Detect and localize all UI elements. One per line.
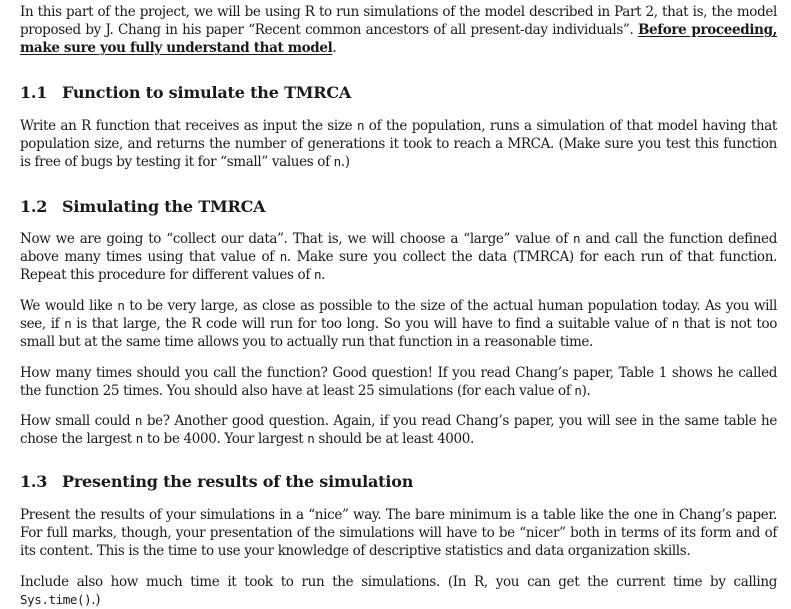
section-number: 1.3 [20,472,48,491]
text-run: .) [91,592,101,608]
section-number: 1.2 [20,197,48,216]
code-var: n [135,431,143,446]
paragraph-1-3-a: Present the results of your simulations in a “nice” way. The bare minimum is a table like the one in Chang’s paper. For full marks, though, your presentation of the simulations will have to be “nicer” both in terms of its form and of its content. This is the time to use your knowledge of descriptive statistics and data organization skills. [20,507,777,559]
intro-text: In this part of the project, we will be using R to run simulations of the model described in Part 2, that is, the model proposed by J. Chang in his paper “Recent common ancestors of all present-day individuals”. [20,4,777,38]
section-title: Simulating the TMRCA [62,197,266,216]
intro-emphasis: Before proceeding, make sure you fully understand that model [20,22,778,56]
code-var: n [307,431,315,446]
code-var: n [117,298,125,313]
text-run: should be at least 4000. [314,431,474,447]
text-run: . Make sure you collect the data (TMRCA) for each run of that function. Repeat this procedure for different values of [20,249,777,283]
section-number: 1.1 [20,83,48,102]
code-var: n [134,413,143,428]
section-title: Function to simulate the TMRCA [62,83,352,102]
text-run: .) [340,154,350,170]
section-heading-1-2 [20,197,265,217]
text-run: Write an R function that receives as input the size [20,118,357,134]
text-run: Include also how much time it took to run the simulations. (In R, you can get the current time by calling [20,574,777,590]
text-run: How many times should you call the function? Good question! If you read Chang’s paper, Table 1 shows he called the function 25 times. You should also have at least 25 simulations (for each value of [20,365,777,399]
text-run: and call the function defined above many times using that value of [20,231,777,265]
code-var: n [313,267,322,282]
text-run: that is not too small but at the same time allows you to actually run that function in a reasonable time. [20,316,778,350]
paragraph-1-2-c [20,364,777,400]
code-var: n [573,231,581,246]
code-var: n [356,118,365,133]
text-run: is that large, the R code will run for too long. So you will have to find a suitable value of [71,316,672,332]
text-run: . [321,267,326,283]
paragraph-1-1-a [20,117,777,171]
code-var: n [279,249,287,264]
text-run: to be 4000. Your largest [142,431,308,447]
code-var: n [64,316,72,331]
text-run: be? Another good question. Again, if you read Chang’s paper, you will see in the same table he chose the largest [20,413,777,447]
section-heading-1-3 [20,472,413,492]
paragraph-1-2-b [20,297,777,351]
text-run: Now we are going to “collect our data”. That is, we will choose a “large” value of [20,231,574,247]
code-var: n [333,154,341,169]
paragraph-1-2-a [20,230,777,284]
intro-period: . [332,40,337,56]
code-var: n [671,316,679,331]
section-heading-1-1 [20,83,351,103]
code-call: Sys.time() [20,592,92,607]
text-run: ). [581,383,591,399]
text-run: of the population, runs a simulation of that model having that population size, and returns the number of generations it took to reach a MRCA. (Make sure you test this function is free of bugs by testing it for “small” values of [20,118,777,170]
text-run: to be very large, as close as possible to the size of the actual human population today. As you will see, if [20,298,777,332]
paragraph-1-2-d [20,412,777,448]
paragraph-1-3-b [20,573,777,609]
code-var: n [574,383,582,398]
text-run: How small could [20,413,135,429]
section-title: Presenting the results of the simulation [62,472,414,491]
intro-paragraph [20,3,777,57]
text-run: We would like [20,298,118,314]
